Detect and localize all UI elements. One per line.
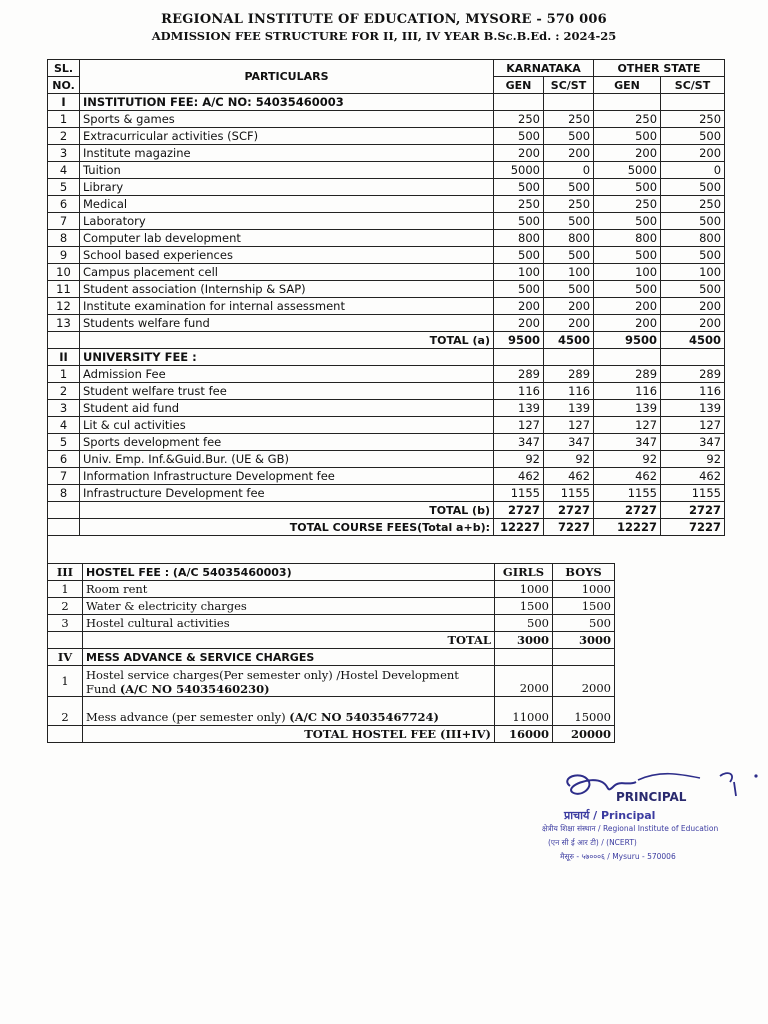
table-row	[48, 213, 725, 230]
row-sl: 9	[48, 247, 80, 264]
row-value: 462	[594, 468, 661, 485]
row-value: 127	[544, 417, 594, 434]
row-value: 500	[494, 213, 544, 230]
row-sl: 10	[48, 264, 80, 281]
row-sl: 5	[48, 434, 80, 451]
row-value: 5000	[494, 162, 544, 179]
row-text: Hostel service charges(Per semester only) /Hostel Development Fund	[86, 668, 459, 696]
row-sl: 8	[48, 485, 80, 502]
table-row	[48, 581, 615, 598]
total-a-value: 9500	[594, 332, 661, 349]
row-sl: 5	[48, 179, 80, 196]
table-row	[48, 666, 615, 697]
section-sl: III	[48, 564, 83, 581]
section-sl: II	[48, 349, 80, 366]
row-value: 500	[494, 128, 544, 145]
hostel-fee-rows	[48, 581, 615, 632]
total-a-value: 9500	[494, 332, 544, 349]
row-sl: 3	[48, 615, 83, 632]
document-subtitle: ADMISSION FEE STRUCTURE FOR II, III, IV YEAR B.Sc.B.Ed. : 2024-25	[151, 29, 617, 43]
table-row	[48, 145, 725, 162]
table-row	[48, 417, 725, 434]
row-particulars: Student association (Internship & SAP)	[80, 281, 494, 298]
row-value: 1000	[553, 581, 615, 598]
row-particulars: Information Infrastructure Development fee	[80, 468, 494, 485]
row-value: 347	[494, 434, 544, 451]
row-value: 200	[544, 315, 594, 332]
row-value: 289	[544, 366, 594, 383]
row-value: 500	[544, 128, 594, 145]
row-particulars: Student welfare trust fee	[80, 383, 494, 400]
principal-label: PRINCIPAL	[616, 790, 687, 804]
table-row	[48, 315, 725, 332]
table-row	[48, 111, 725, 128]
girls-value: 11000	[495, 697, 553, 726]
row-value: 289	[594, 366, 661, 383]
seal-line-4: मैसूरु - ५७०००६ / Mysuru - 570006	[560, 852, 676, 861]
row-particulars: Laboratory	[80, 213, 494, 230]
row-value: 200	[661, 298, 725, 315]
total-b-value: 2727	[661, 502, 725, 519]
total-b-label: TOTAL (b)	[80, 502, 494, 519]
row-value: 127	[661, 417, 725, 434]
row-value: 1500	[495, 598, 553, 615]
total-course-label: TOTAL COURSE FEES(Total a+b):	[80, 519, 494, 536]
section-sl: IV	[48, 649, 83, 666]
col-sl-header: SL.	[48, 60, 80, 77]
section-university-fee	[48, 349, 725, 366]
row-particulars: Students welfare fund	[80, 315, 494, 332]
row-value: 139	[594, 400, 661, 417]
total-b-value: 2727	[594, 502, 661, 519]
row-text: Mess advance (per semester only)	[86, 710, 286, 724]
row-value: 289	[661, 366, 725, 383]
row-value: 1000	[495, 581, 553, 598]
row-value: 200	[544, 145, 594, 162]
row-value: 100	[661, 264, 725, 281]
row-value: 200	[594, 298, 661, 315]
section-institution-fee	[48, 94, 725, 111]
row-sl: 2	[48, 697, 83, 726]
row-account: (A/C NO 54035467724)	[289, 710, 439, 724]
row-value: 347	[594, 434, 661, 451]
row-value: 347	[544, 434, 594, 451]
row-particulars: Hostel cultural activities	[83, 615, 495, 632]
table-row	[48, 468, 725, 485]
table-row	[48, 434, 725, 451]
seal-line-1: प्राचार्य / Principal	[564, 809, 656, 822]
row-sl: 2	[48, 383, 80, 400]
row-value: 200	[661, 315, 725, 332]
row-value: 500	[544, 281, 594, 298]
row-sl: 1	[48, 111, 80, 128]
row-particulars	[83, 666, 495, 697]
total-hostel-value: 3000	[495, 632, 553, 649]
row-value: 500	[661, 281, 725, 298]
total-a-value: 4500	[661, 332, 725, 349]
other-state-header: OTHER STATE	[594, 60, 725, 77]
grand-total-hostel-row	[48, 726, 615, 743]
row-value: 462	[494, 468, 544, 485]
row-value: 139	[661, 400, 725, 417]
row-value: 500	[553, 615, 615, 632]
row-sl: 3	[48, 400, 80, 417]
row-particulars: Univ. Emp. Inf.&Guid.Bur. (UE & GB)	[80, 451, 494, 468]
row-value: 500	[661, 213, 725, 230]
girls-header: GIRLS	[495, 564, 553, 581]
row-value: 92	[661, 451, 725, 468]
row-value: 116	[544, 383, 594, 400]
total-a-label: TOTAL (a)	[80, 332, 494, 349]
row-value: 500	[661, 179, 725, 196]
row-value: 800	[494, 230, 544, 247]
total-b-row	[48, 502, 725, 519]
table-row	[48, 451, 725, 468]
grand-total-hostel-value: 20000	[553, 726, 615, 743]
row-value: 1155	[661, 485, 725, 502]
row-value: 127	[594, 417, 661, 434]
section-title: UNIVERSITY FEE :	[80, 349, 494, 366]
total-a-value: 4500	[544, 332, 594, 349]
table-row	[48, 298, 725, 315]
row-value: 250	[661, 111, 725, 128]
row-value: 347	[661, 434, 725, 451]
table-row	[48, 230, 725, 247]
boys-value: 2000	[553, 666, 615, 697]
row-particulars: Library	[80, 179, 494, 196]
table-row	[48, 485, 725, 502]
seal-line-3: (एन सी ई आर टी) / (NCERT)	[548, 838, 637, 847]
total-hostel-value: 3000	[553, 632, 615, 649]
row-particulars: Sports development fee	[80, 434, 494, 451]
total-b-value: 2727	[544, 502, 594, 519]
row-sl: 12	[48, 298, 80, 315]
row-value: 800	[661, 230, 725, 247]
row-sl: 6	[48, 196, 80, 213]
section-title: INSTITUTION FEE: A/C NO: 54035460003	[80, 94, 494, 111]
row-value: 92	[544, 451, 594, 468]
row-sl: 1	[48, 666, 83, 697]
row-value: 500	[594, 213, 661, 230]
row-value: 1155	[494, 485, 544, 502]
row-value: 5000	[594, 162, 661, 179]
row-sl: 4	[48, 162, 80, 179]
row-value: 250	[594, 111, 661, 128]
total-course-value: 12227	[594, 519, 661, 536]
section-mess-advance	[48, 649, 615, 666]
row-value: 250	[594, 196, 661, 213]
girls-value: 2000	[495, 666, 553, 697]
karnataka-scst-header: SC/ST	[544, 77, 594, 94]
row-value: 127	[494, 417, 544, 434]
row-sl: 8	[48, 230, 80, 247]
table-row	[48, 247, 725, 264]
row-particulars: Water & electricity charges	[83, 598, 495, 615]
row-value: 92	[494, 451, 544, 468]
row-sl: 1	[48, 581, 83, 598]
row-value: 500	[544, 213, 594, 230]
total-course-value: 12227	[494, 519, 544, 536]
row-value: 500	[661, 247, 725, 264]
row-sl: 11	[48, 281, 80, 298]
table-row	[48, 400, 725, 417]
table-row	[48, 383, 725, 400]
row-value: 500	[594, 281, 661, 298]
boys-value: 15000	[553, 697, 615, 726]
row-value: 500	[494, 247, 544, 264]
row-sl: 6	[48, 451, 80, 468]
row-sl: 3	[48, 145, 80, 162]
row-value: 116	[594, 383, 661, 400]
total-a-row	[48, 332, 725, 349]
total-course-value: 7227	[544, 519, 594, 536]
row-value: 800	[544, 230, 594, 247]
row-value: 116	[661, 383, 725, 400]
row-value: 500	[594, 128, 661, 145]
section-hostel-fee	[48, 564, 615, 581]
row-sl: 2	[48, 128, 80, 145]
table-row	[48, 196, 725, 213]
row-value: 500	[494, 179, 544, 196]
row-value: 100	[494, 264, 544, 281]
row-value: 250	[544, 196, 594, 213]
row-particulars: Sports & games	[80, 111, 494, 128]
row-value: 500	[544, 247, 594, 264]
row-value: 500	[594, 247, 661, 264]
row-value: 92	[594, 451, 661, 468]
row-value: 500	[494, 281, 544, 298]
row-account: (A/C NO 54035460230)	[119, 682, 270, 696]
document-title: REGIONAL INSTITUTE OF EDUCATION, MYSORE - 570 006	[161, 12, 607, 27]
row-sl: 1	[48, 366, 80, 383]
row-value: 100	[544, 264, 594, 281]
row-value: 139	[494, 400, 544, 417]
row-value: 250	[494, 111, 544, 128]
row-sl: 2	[48, 598, 83, 615]
row-sl: 7	[48, 213, 80, 230]
karnataka-header: KARNATAKA	[494, 60, 594, 77]
total-course-value: 7227	[661, 519, 725, 536]
total-hostel-row	[48, 632, 615, 649]
total-b-value: 2727	[494, 502, 544, 519]
table-row	[48, 281, 725, 298]
row-value: 1500	[553, 598, 615, 615]
row-sl: 4	[48, 417, 80, 434]
table-row	[48, 264, 725, 281]
university-fee-rows	[48, 366, 725, 502]
row-particulars: Computer lab development	[80, 230, 494, 247]
institution-fee-rows	[48, 111, 725, 332]
row-value: 250	[544, 111, 594, 128]
row-value: 116	[494, 383, 544, 400]
section-title: HOSTEL FEE : (A/C 54035460003)	[83, 564, 495, 581]
table-row	[48, 179, 725, 196]
row-value: 200	[494, 315, 544, 332]
row-value: 200	[494, 298, 544, 315]
grand-total-hostel-label: TOTAL HOSTEL FEE (III+IV)	[83, 726, 495, 743]
row-value: 462	[661, 468, 725, 485]
row-value: 800	[594, 230, 661, 247]
row-particulars: Infrastructure Development fee	[80, 485, 494, 502]
row-particulars	[83, 697, 495, 726]
total-course-row	[48, 519, 725, 536]
other-scst-header: SC/ST	[661, 77, 725, 94]
other-gen-header: GEN	[594, 77, 661, 94]
row-value: 200	[494, 145, 544, 162]
row-value: 0	[544, 162, 594, 179]
row-particulars: Admission Fee	[80, 366, 494, 383]
table-row	[48, 598, 615, 615]
row-value: 200	[544, 298, 594, 315]
principal-seal	[520, 768, 765, 868]
row-particulars: Medical	[80, 196, 494, 213]
row-value: 462	[544, 468, 594, 485]
row-value: 1155	[594, 485, 661, 502]
section-title: MESS ADVANCE & SERVICE CHARGES	[83, 649, 495, 666]
row-particulars: Lit & cul activities	[80, 417, 494, 434]
row-value: 200	[594, 315, 661, 332]
row-particulars: Campus placement cell	[80, 264, 494, 281]
row-particulars: Tuition	[80, 162, 494, 179]
row-particulars: Institute magazine	[80, 145, 494, 162]
row-value: 289	[494, 366, 544, 383]
row-sl: 7	[48, 468, 80, 485]
total-hostel-label: TOTAL	[83, 632, 495, 649]
row-particulars: Extracurricular activities (SCF)	[80, 128, 494, 145]
row-value: 500	[544, 179, 594, 196]
row-particulars: Room rent	[83, 581, 495, 598]
row-value: 139	[544, 400, 594, 417]
table-row	[48, 366, 725, 383]
table-row	[48, 128, 725, 145]
row-particulars: School based experiences	[80, 247, 494, 264]
row-particulars: Student aid fund	[80, 400, 494, 417]
karnataka-gen-header: GEN	[494, 77, 544, 94]
hostel-fee-table	[47, 563, 615, 743]
row-value: 250	[494, 196, 544, 213]
row-value: 500	[495, 615, 553, 632]
table-row	[48, 162, 725, 179]
col-no-header: NO.	[48, 77, 80, 94]
row-value: 200	[594, 145, 661, 162]
seal-line-2: क्षेत्रीय शिक्षा संस्थान / Regional Institute of Education	[542, 824, 719, 833]
section-sl: I	[48, 94, 80, 111]
col-particulars-header: PARTICULARS	[80, 60, 494, 94]
row-value: 500	[594, 179, 661, 196]
table-row	[48, 615, 615, 632]
row-value: 1155	[544, 485, 594, 502]
row-value: 200	[661, 145, 725, 162]
row-value: 250	[661, 196, 725, 213]
row-value: 100	[594, 264, 661, 281]
row-particulars: Institute examination for internal assessment	[80, 298, 494, 315]
table-row	[48, 697, 615, 726]
row-value: 500	[661, 128, 725, 145]
row-sl: 13	[48, 315, 80, 332]
grand-total-hostel-value: 16000	[495, 726, 553, 743]
boys-header: BOYS	[553, 564, 615, 581]
row-value: 0	[661, 162, 725, 179]
fee-structure-table	[47, 59, 725, 570]
